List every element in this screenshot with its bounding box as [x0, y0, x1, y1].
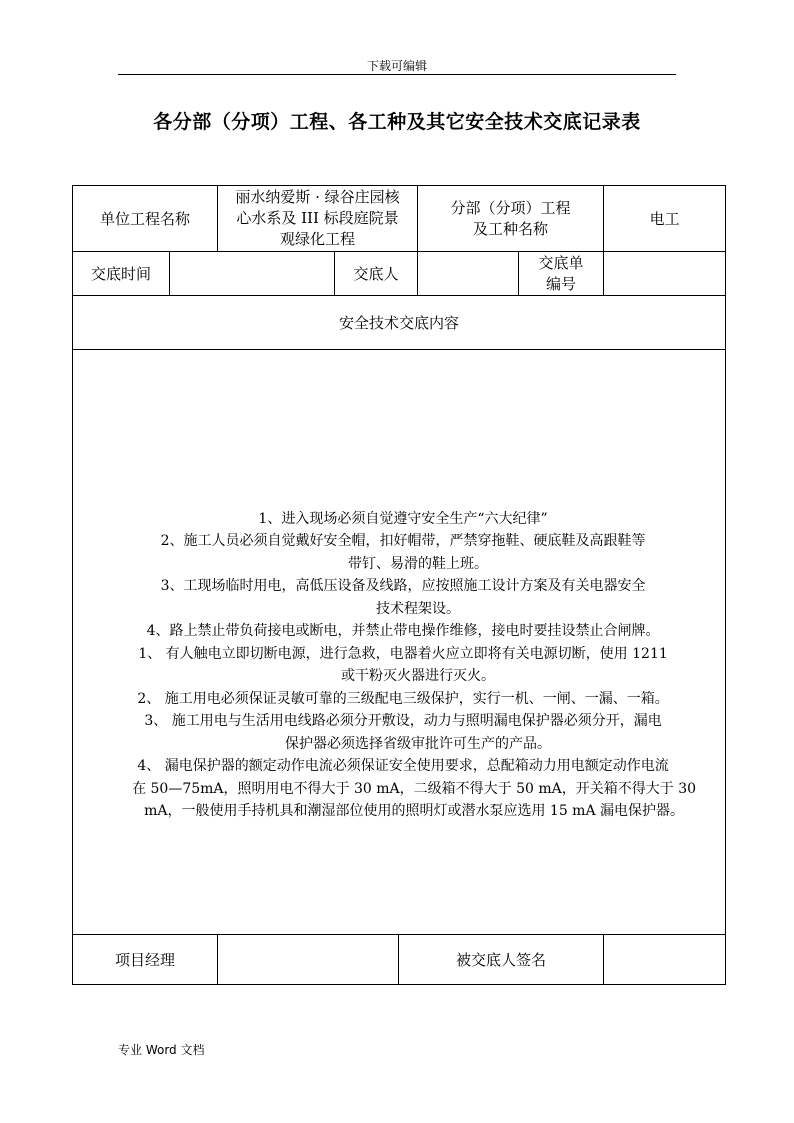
content-item-continuation: 带钉、易滑的鞋上班。	[348, 555, 489, 572]
content-cell[interactable]	[73, 350, 726, 935]
content-item-text: 3、 施工用电与生活用电线路必须分开敷设，动力与照明漏电保护器必须分开，漏电	[144, 713, 662, 729]
content-item	[81, 530, 725, 575]
content-item-text: 1、 有人触电立即切断电源，进行急救，电器着火应立即将有关电源切断，使用 1211	[138, 645, 668, 662]
handover-time-label: 交底时间	[73, 252, 170, 296]
content-item-continuation: 技术程架设。	[376, 600, 461, 617]
content-item-continuation: 或干粉灭火器进行灭火。	[341, 668, 496, 684]
content-item	[81, 575, 725, 620]
handover-time-field[interactable]	[170, 252, 335, 296]
project-manager-field[interactable]	[218, 935, 399, 985]
recipient-signature-field[interactable]	[604, 935, 726, 985]
header-rule	[118, 74, 676, 75]
content-item-continuation: 保护器必须选择省级审批许可生产的产品。	[285, 735, 552, 752]
content-item-text: 4、路上禁止带负荷接电或断电，并禁止带电操作维修，接电时要挂设禁止合闸牌。	[146, 623, 660, 639]
sub-project-value[interactable]: 电工	[604, 186, 726, 252]
content-item	[81, 508, 725, 531]
unit-name-line: 观绿化工程	[280, 230, 356, 248]
sub-project-label-line: 及工种名称	[473, 219, 549, 238]
record-table	[72, 185, 725, 987]
project-manager-label: 项目经理	[73, 935, 218, 985]
content-item-text: 2、施工人员必须自觉戴好安全帽，扣好帽带，严禁穿拖鞋、硬底鞋及高跟鞋等	[160, 533, 646, 549]
handover-number-label-line: 编号	[546, 274, 577, 293]
handover-number-label-line: 交底单	[538, 253, 584, 272]
unit-name-line: 心水系及 III 标段庭院景	[236, 209, 399, 227]
handover-person-field[interactable]	[418, 252, 519, 296]
content-item	[81, 620, 725, 643]
recipient-signature-label: 被交底人签名	[399, 935, 604, 985]
content-item	[81, 688, 725, 711]
safety-content	[73, 462, 725, 823]
unit-name-line: 丽水纳爱斯 · 绿谷庄园核	[235, 188, 400, 206]
content-item-text: 4、 漏电保护器的额定动作电流必须保证安全使用要求，总配箱动力用电额定动作电流	[137, 758, 669, 774]
content-item-continuation: mA，一般使用手持机具和潮湿部位使用的照明灯或潜水泵应选用 15 mA 漏电保护器。	[144, 803, 685, 819]
sub-project-label-line: 分部（分项）工程	[450, 198, 571, 217]
content-item-continuation: 在 50—75mA，照明用电不得大于 30 mA，二级箱不得大于 50 mA，开关箱不得大于 30	[132, 780, 697, 797]
content-item-text: 1、进入现场必须自觉遵守安全生产“六大纪律”	[258, 510, 548, 527]
header-note: 下载可编辑	[366, 59, 427, 73]
document-title: 各分部（分项）工程、各工种及其它安全技术交底记录表	[153, 111, 641, 133]
content-item	[81, 755, 725, 823]
handover-number-field[interactable]	[604, 252, 726, 296]
content-item-text: 3、工现场临时用电，高低压设备及线路，应按照施工设计方案及有关电器安全	[160, 578, 646, 594]
content-item	[81, 643, 725, 688]
content-item-text: 2、 施工用电必须保证灵敏可靠的三级配电三级保护，实行一机、一闸、一漏、一箱。	[137, 690, 669, 707]
sub-project-label	[418, 186, 604, 252]
footer-note: 专业 Word 文档	[118, 1043, 205, 1057]
unit-name-label: 单位工程名称	[73, 186, 218, 252]
handover-person-label: 交底人	[335, 252, 418, 296]
content-item	[81, 710, 725, 755]
section-heading: 安全技术交底内容	[73, 296, 726, 350]
handover-number-label	[519, 252, 604, 296]
unit-name-value[interactable]	[218, 186, 418, 252]
